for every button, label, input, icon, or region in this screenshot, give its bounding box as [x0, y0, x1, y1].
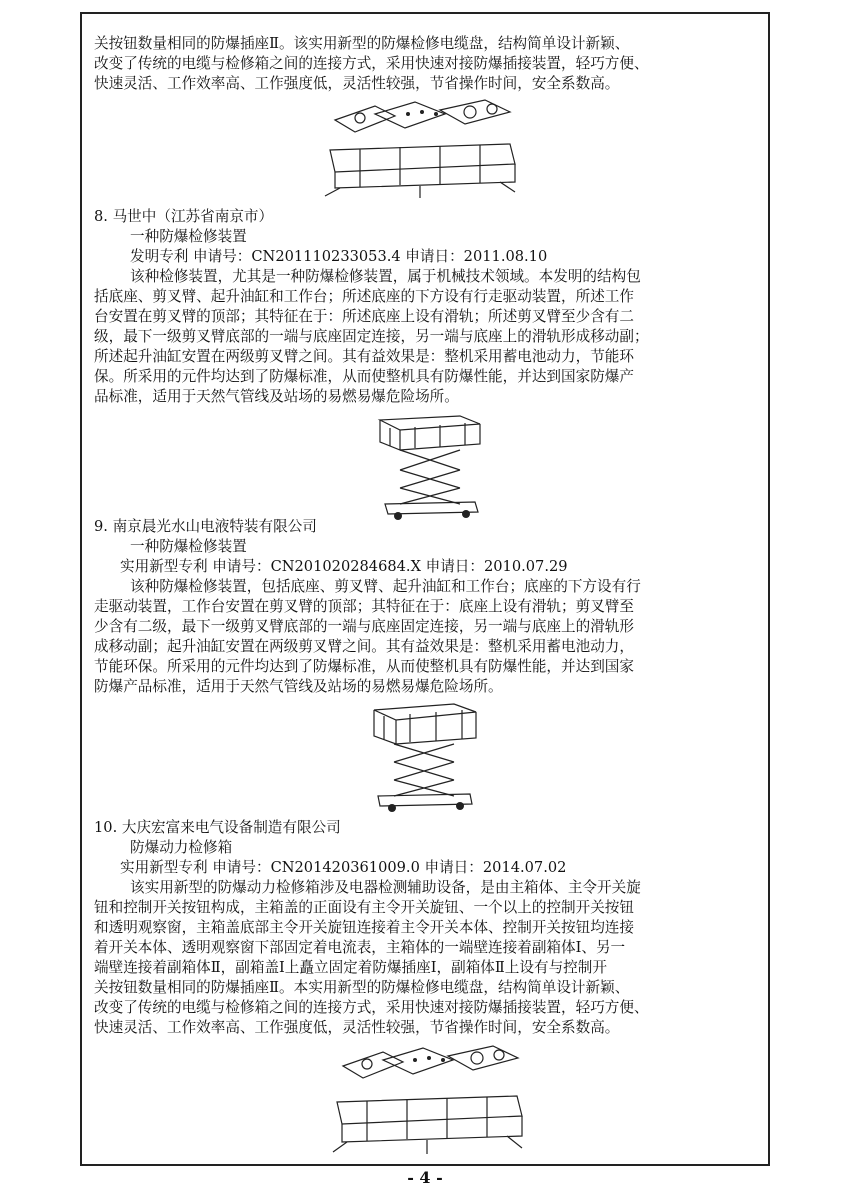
text-line: 品标准，适用于天然气管线及站场的易燃易爆危险场所。 — [94, 388, 459, 405]
text-line: 防爆产品标准，适用于天然气管线及站场的易燃易爆危险场所。 — [94, 678, 503, 695]
text-line: 节能环保。所采用的元件均达到了防爆标准，从而使整机具有防爆性能，并达到国家 — [94, 658, 634, 675]
text-line: 改变了传统的电缆与检修箱之间的连接方式，采用快速对接防爆插接装置，轻巧方便、 — [94, 999, 649, 1016]
text-line: 关按钮数量相同的防爆插座Ⅱ。本实用新型的防爆检修电缆盘，结构简单设计新颖、 — [94, 979, 630, 996]
text-line: 着开关本体、透明观察窗下部固定着电流表，主箱体的一端壁连接着副箱体Ⅰ、另一 — [94, 939, 626, 956]
text-line: 端壁连接着副箱体Ⅱ，副箱盖Ⅰ上矗立固定着防爆插座Ⅰ，副箱体Ⅱ上设有与控制开 — [94, 959, 607, 976]
scissor-lift-figure-1 — [370, 410, 490, 520]
text-line: 级，最下一级剪叉臂底部的一端与底座固定连接，另一端与底座上的滑轨形成移动副； — [94, 328, 649, 345]
text-line: 所述起升油缸安置在两级剪叉臂之间。其有益效果是：整机采用蓄电池动力，节能环 — [94, 348, 634, 365]
entry-title: 一种防爆检修装置 — [130, 228, 247, 245]
text-line: 快速灵活、工作效率高、工作强度低，灵活性较强，节省操作时间，安全系数高。 — [94, 1019, 620, 1036]
page-number: - 4 - — [407, 1168, 443, 1187]
text-line: 该实用新型的防爆动力检修箱涉及电器检测辅助设备，是由主箱体、主令开关旋 — [130, 879, 641, 896]
explosion-proof-box-figure-bottom — [325, 1038, 530, 1160]
text-line: 快速灵活、工作效率高、工作强度低，灵活性较强，节省操作时间，安全系数高。 — [94, 75, 620, 92]
scissor-lift-figure-2 — [362, 698, 487, 816]
entry-title: 防爆动力检修箱 — [130, 839, 233, 856]
entry-meta: 实用新型专利 申请号：CN201420361009.0 申请日：2014.07.02 — [120, 859, 567, 876]
text-line: 钮和控制开关按钮构成，主箱盖的正面设有主令开关旋钮、一个以上的控制开关按钮 — [94, 899, 634, 916]
text-line: 该种防爆检修装置，包括底座、剪叉臂、起升油缸和工作台；底座的下方设有行 — [130, 578, 641, 595]
entry-meta: 实用新型专利 申请号：CN201020284684.X 申请日：2010.07.29 — [120, 558, 568, 575]
text-line: 保。所采用的元件均达到了防爆标准，从而使整机具有防爆性能，并达到国家防爆产 — [94, 368, 634, 385]
text-line: 和透明观察窗，主箱盖底部主令开关旋钮连接着主令开关本体、控制开关按钮均连接 — [94, 919, 634, 936]
text-line: 走驱动装置，工作台安置在剪叉臂的顶部；其特征在于：底座上设有滑轨；剪叉臂至 — [94, 598, 634, 615]
text-line: 改变了传统的电缆与检修箱之间的连接方式，采用快速对接防爆插接装置，轻巧方便、 — [94, 55, 649, 72]
entry-heading: 10. 大庆宏富来电气设备制造有限公司 — [94, 819, 341, 836]
text-line: 关按钮数量相同的防爆插座Ⅱ。该实用新型的防爆检修电缆盘，结构简单设计新颖、 — [94, 35, 630, 52]
text-line: 该种检修装置，尤其是一种防爆检修装置，属于机械技术领域。本发明的结构包 — [130, 268, 641, 285]
text-line: 台安置在剪叉臂的顶部；其特征在于：所述底座上设有滑轨；所述剪叉臂至少含有二 — [94, 308, 634, 325]
entry-heading: 9. 南京晨光水山电液特装有限公司 — [94, 518, 317, 535]
explosion-proof-box-figure-top — [320, 92, 525, 202]
text-line: 少含有二级，最下一级剪叉臂底部的一端与底座固定连接，另一端与底座上的滑轨形 — [94, 618, 634, 635]
text-line: 成移动副；起升油缸安置在两级剪叉臂之间。其有益效果是：整机采用蓄电池动力， — [94, 638, 634, 655]
text-line: 括底座、剪叉臂、起升油缸和工作台；所述底座的下方设有行走驱动装置，所述工作 — [94, 288, 634, 305]
entry-heading: 8. 马世中（江苏省南京市） — [94, 208, 274, 225]
entry-title: 一种防爆检修装置 — [130, 538, 247, 555]
entry-meta: 发明专利 申请号：CN201110233053.4 申请日：2011.08.10 — [130, 248, 548, 265]
